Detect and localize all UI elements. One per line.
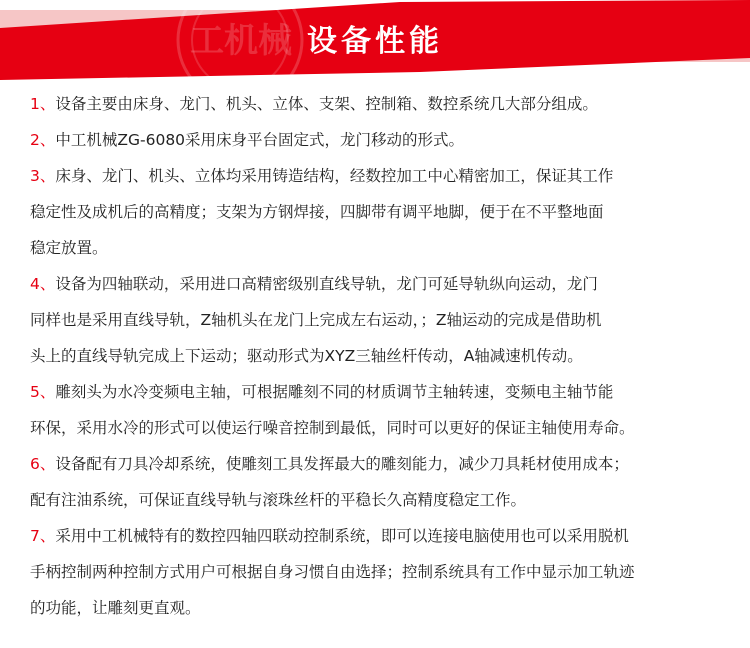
list-item	[30, 266, 730, 374]
list-item-line	[30, 482, 730, 518]
list-item-line	[30, 86, 730, 122]
list-item-line	[30, 518, 730, 554]
list-item-text: 床身、龙门、机头、立体均采用铸造结构，经数控加工中心精密加工，保证其工作	[55, 167, 614, 185]
list-item-number: 1、	[30, 95, 56, 113]
list-item	[30, 158, 730, 266]
list-item-text: 环保，采用水冷的形式可以使运行噪音控制到最低，同时可以更好的保证主轴使用寿命。	[30, 419, 635, 437]
list-item-number: 7、	[30, 527, 56, 545]
list-item-text: 的功能，让雕刻更直观。	[30, 599, 201, 617]
list-item-line	[30, 122, 730, 158]
list-item	[30, 86, 730, 122]
list-item	[30, 122, 730, 158]
list-item-text: 采用中工机械特有的数控四轴四联动控制系统，即可以连接电脑使用也可以采用脱机	[55, 527, 629, 545]
list-item-number: 5、	[30, 383, 56, 401]
list-item-text: 中工机械ZG-6080采用床身平台固定式，龙门移动的形式。	[55, 131, 465, 149]
list-item-text: 设备主要由床身、龙门、机头、立体、支架、控制箱、数控系统几大部分组成。	[55, 95, 598, 113]
list-item-number: 3、	[30, 167, 56, 185]
list-item-line	[30, 230, 730, 266]
page-title: 设备性能	[307, 24, 443, 59]
list-item	[30, 374, 730, 446]
list-item-text: 头上的直线导轨完成上下运动；驱动形式为XYZ三轴丝杆传动，A轴减速机传动。	[30, 347, 583, 365]
list-item-text: 设备为四轴联动，采用进口高精密级别直线导轨，龙门可延导轨纵向运动，龙门	[55, 275, 598, 293]
list-item-text: 手柄控制两种控制方式用户可根据自身习惯自由选择；控制系统具有工作中显示加工轨迹	[30, 563, 635, 581]
list-item-line	[30, 302, 730, 338]
list-item-text: 稳定放置。	[30, 239, 108, 257]
list-item-line	[30, 554, 730, 590]
list-item-line	[30, 266, 730, 302]
list-item-number: 4、	[30, 275, 56, 293]
watermark-text: 工机械	[190, 21, 292, 61]
list-item-text: 稳定性及成机后的高精度；支架为方钢焊接，四脚带有调平地脚，便于在不平整地面	[30, 203, 604, 221]
list-item-number: 6、	[30, 455, 56, 473]
list-item-line	[30, 194, 730, 230]
list-item-text: 配有注油系统，可保证直线导轨与滚珠丝杆的平稳长久高精度稳定工作。	[30, 491, 527, 509]
list-item-line	[30, 590, 730, 626]
list-item-line	[30, 446, 730, 482]
header-banner	[0, 0, 750, 82]
list-item	[30, 518, 730, 626]
list-item	[30, 446, 730, 518]
list-item-text: 设备配有刀具冷却系统，使雕刻工具发挥最大的雕刻能力，减少刀具耗材使用成本；	[55, 455, 629, 473]
list-item-text: 同样也是采用直线导轨，Z轴机头在龙门上完成左右运动，；Z轴运动的完成是借助机	[30, 311, 602, 329]
list-item-line	[30, 410, 730, 446]
list-item-line	[30, 338, 730, 374]
list-item-line	[30, 374, 730, 410]
list-item-number: 2、	[30, 131, 56, 149]
list-item-text: 雕刻头为水冷变频电主轴，可根据雕刻不同的材质调节主轴转速，变频电主轴节能	[55, 383, 614, 401]
list-item-line	[30, 158, 730, 194]
feature-list	[30, 86, 730, 626]
